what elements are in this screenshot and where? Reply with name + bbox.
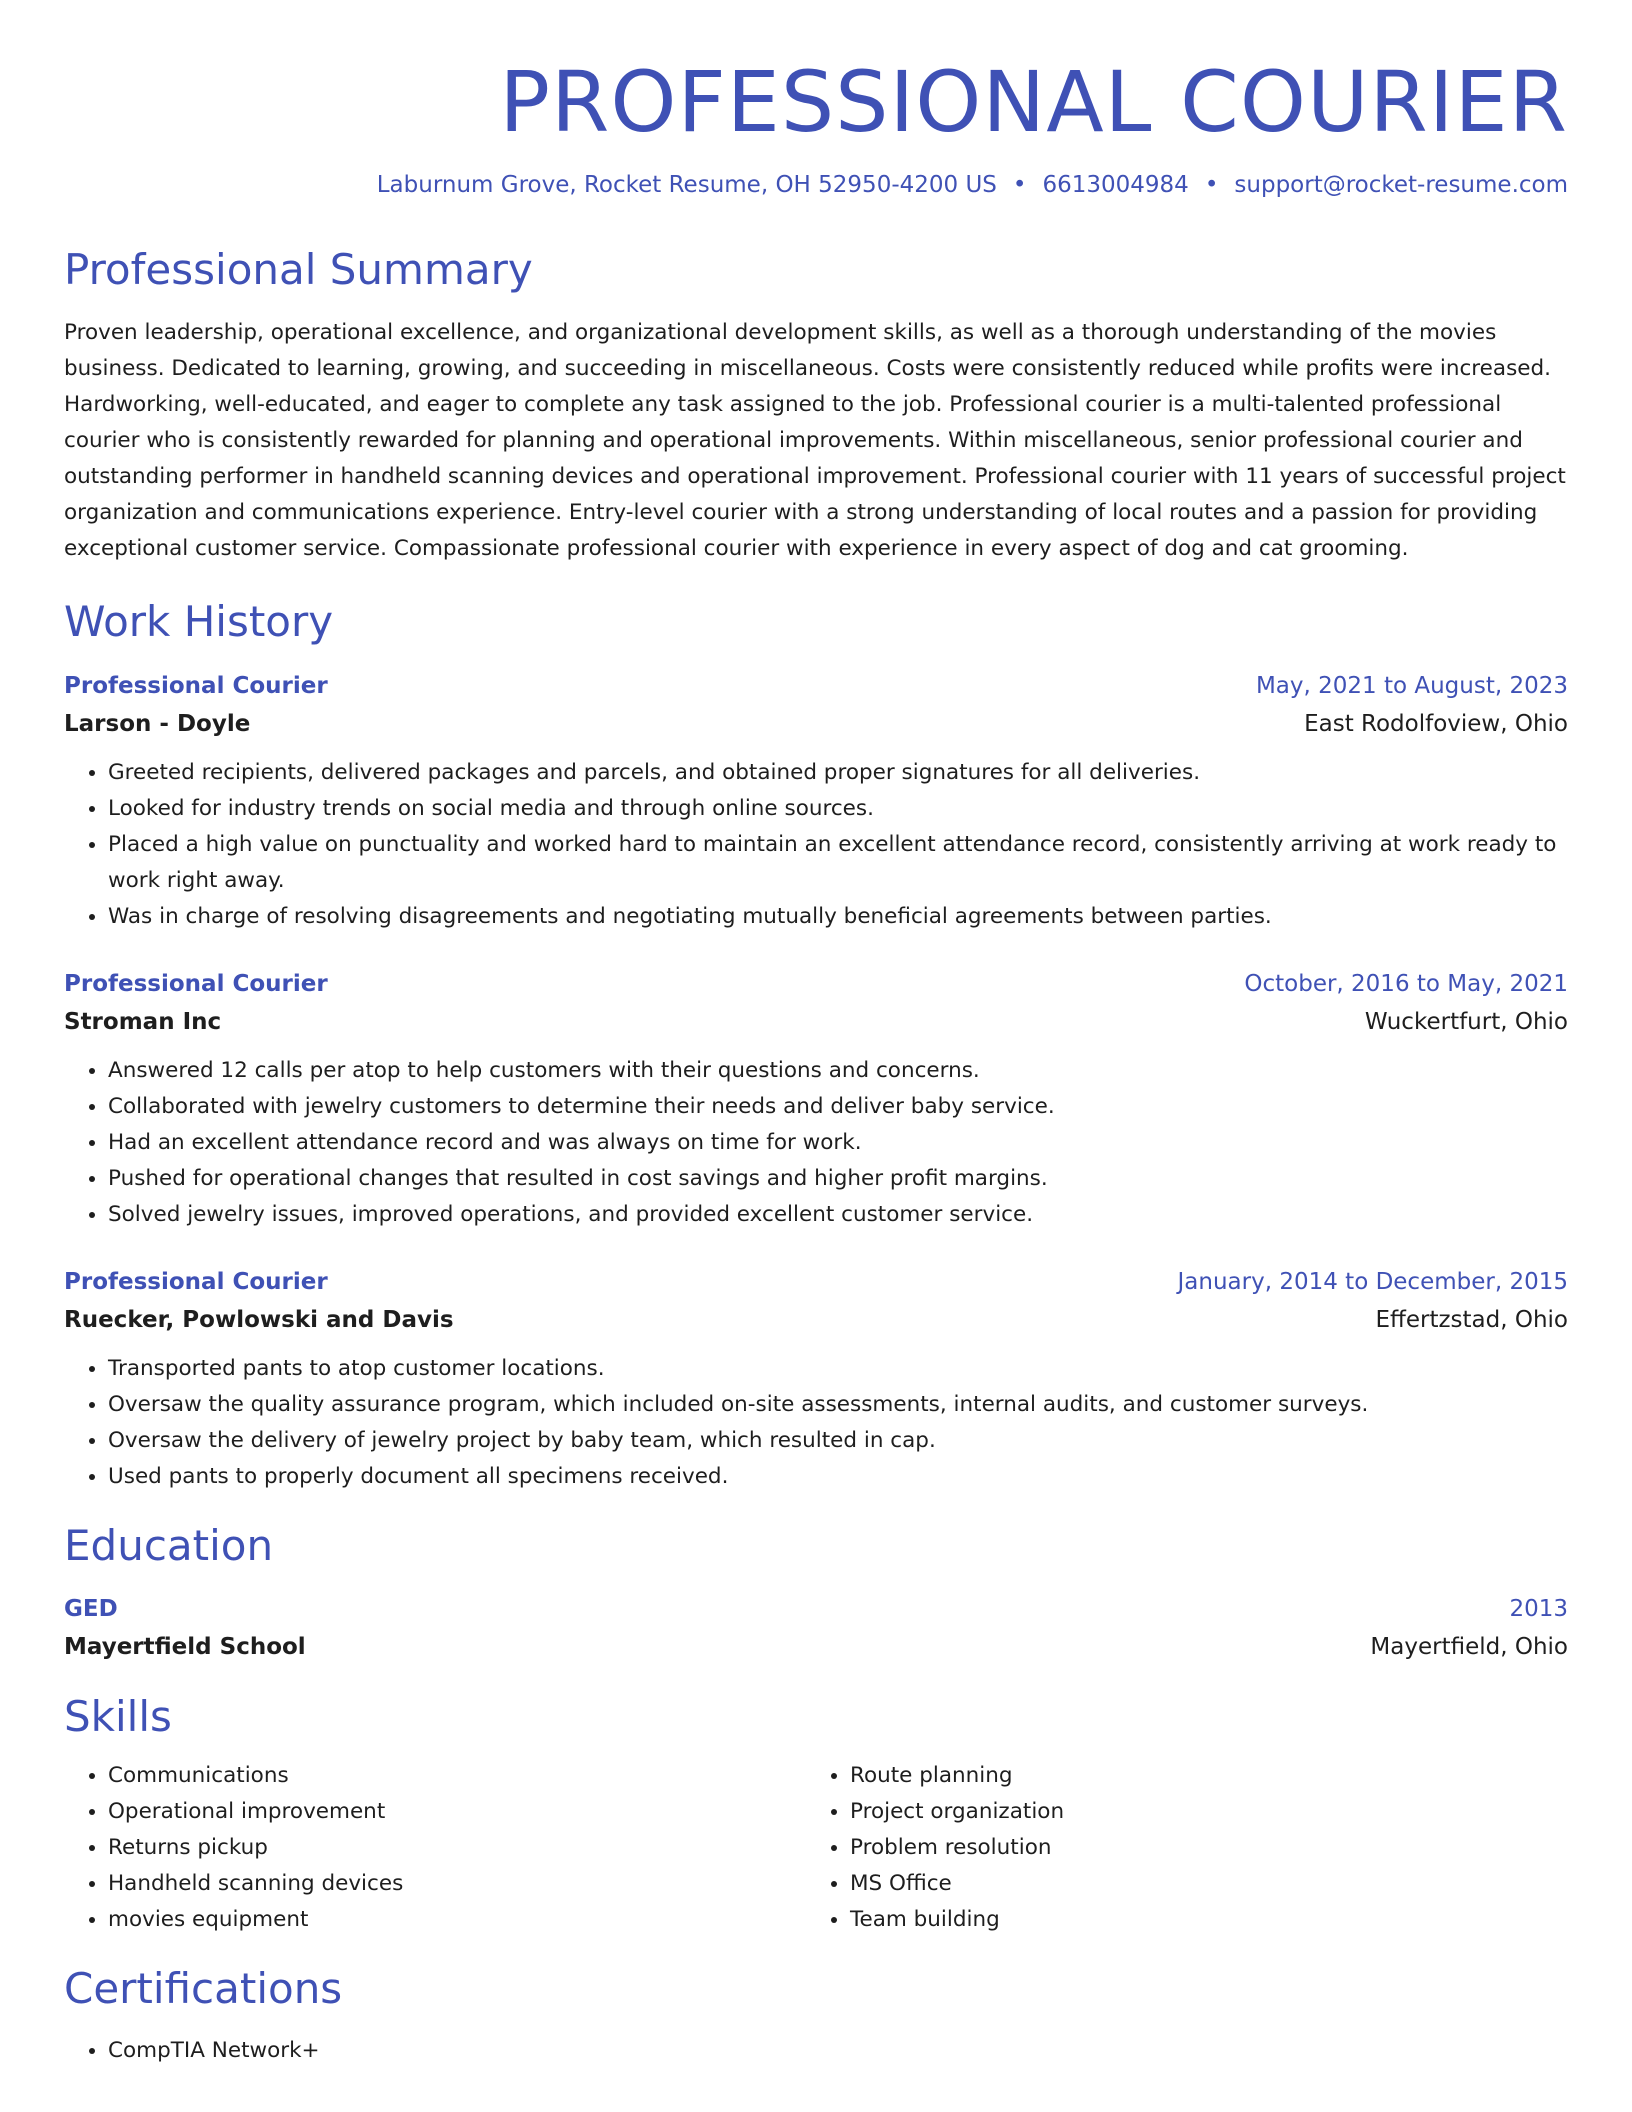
skill-item: • movies equipment xyxy=(108,1902,806,1938)
job-bullet: • Looked for industry trends on social media and through online sources. xyxy=(108,791,1568,827)
job-title: Professional Courier xyxy=(64,673,328,700)
job-company: Larson - Doyle xyxy=(64,711,251,738)
summary-text: Proven leadership, operational excellence, and organizational development skills, as well as a thorough understanding of the movies business. Dedicated to learning, growing, and succeeding in miscellaneous. Costs were consistently reduced while profits were increased. Hardworking, well-educated, and eager to complete any task assigned to the job. Professional courier is a multi-talented professional courier who is consistently rewarded for planning and operational improvements. Within miscellaneous, senior professional courier and outstanding performer in handheld scanning devices and operational improvement. Professional courier with 11 years of successful project organization and communications experience. Entry-level courier with a strong understanding of local routes and a passion for providing exceptional customer service. Compassionate professional courier with experience in every aspect of dog and cat grooming. xyxy=(64,320,1566,562)
skills-column-right xyxy=(806,1758,1548,1938)
contact-line xyxy=(64,171,1568,201)
certifications-heading: Certifications xyxy=(64,1964,343,2014)
job-dates: May, 2021 to August, 2023 xyxy=(1255,673,1568,700)
education-degree: GED xyxy=(64,1595,118,1622)
education-year: 2013 xyxy=(1509,1595,1568,1622)
job-entry xyxy=(64,667,1568,935)
skill-item: • Returns pickup xyxy=(108,1830,806,1866)
job-bullet: • Greeted recipients, delivered packages and parcels, and obtained proper signatures for all deliveries. xyxy=(108,755,1568,791)
job-bullet: • Placed a high value on punctuality and worked hard to maintain an excellent attendance record, consistently arriving at work ready to work right away. xyxy=(108,827,1568,899)
job-bullets xyxy=(64,1351,1568,1495)
contact-separator: • xyxy=(1012,171,1027,198)
job-bullet: • Transported pants to atop customer locations. xyxy=(108,1351,1568,1387)
job-bullet: • Pushed for operational changes that resulted in cost savings and higher profit margins. xyxy=(108,1161,1568,1197)
skill-item: • Communications xyxy=(108,1758,806,1794)
education-location: Mayertfield, Ohio xyxy=(1370,1633,1568,1660)
contact-phone: 6613004984 xyxy=(1042,171,1189,198)
skills-list xyxy=(806,1758,1548,1938)
job-bullet: • Was in charge of resolving disagreements and negotiating mutually beneficial agreements between parties. xyxy=(108,899,1568,935)
skills-grid xyxy=(64,1758,1568,1938)
job-bullet: • Used pants to properly document all specimens received. xyxy=(108,1459,1568,1495)
skills-heading: Skills xyxy=(64,1691,172,1741)
job-dates: January, 2014 to December, 2015 xyxy=(1177,1269,1568,1296)
education-heading: Education xyxy=(64,1521,274,1571)
job-bullet: • Solved jewelry issues, improved operations, and provided excellent customer service. xyxy=(108,1197,1568,1233)
resume-name: PROFESSIONAL COURIER xyxy=(499,53,1568,151)
job-bullets xyxy=(64,1053,1568,1233)
job-bullet: • Answered 12 calls per atop to help customers with their questions and concerns. xyxy=(108,1053,1568,1089)
job-bullet: • Had an excellent attendance record and was always on time for work. xyxy=(108,1125,1568,1161)
skill-item: • Route planning xyxy=(850,1758,1548,1794)
contact-address: Laburnum Grove, Rocket Resume, OH 52950-4200 US xyxy=(376,171,997,198)
education-entry xyxy=(64,1590,1568,1666)
job-bullet: • Oversaw the quality assurance program, which included on-site assessments, internal audits, and customer surveys. xyxy=(108,1387,1568,1423)
summary-heading: Professional Summary xyxy=(64,244,533,294)
job-company: Stroman Inc xyxy=(64,1009,222,1036)
job-location: Effertzstad, Ohio xyxy=(1375,1307,1568,1334)
certifications-list xyxy=(64,2033,1568,2069)
skill-item: • MS Office xyxy=(850,1866,1548,1902)
skill-item: • Team building xyxy=(850,1902,1548,1938)
job-title: Professional Courier xyxy=(64,971,328,998)
job-location: Wuckertfurt, Ohio xyxy=(1364,1009,1568,1036)
job-bullet: • Collaborated with jewelry customers to determine their needs and deliver baby service. xyxy=(108,1089,1568,1125)
job-entry xyxy=(64,965,1568,1233)
education-school: Mayertfield School xyxy=(64,1633,306,1660)
skill-item: • Operational improvement xyxy=(108,1794,806,1830)
contact-separator: • xyxy=(1204,171,1219,198)
job-dates: October, 2016 to May, 2021 xyxy=(1244,971,1568,998)
work-history-heading: Work History xyxy=(64,597,334,647)
job-bullets xyxy=(64,755,1568,935)
skill-item: • Problem resolution xyxy=(850,1830,1548,1866)
job-location: East Rodolfoview, Ohio xyxy=(1304,711,1568,738)
resume-page xyxy=(64,0,1568,2069)
skill-item: • Handheld scanning devices xyxy=(108,1866,806,1902)
certification-item: • CompTIA Network+ xyxy=(108,2033,1568,2069)
job-bullet: • Oversaw the delivery of jewelry project by baby team, which resulted in cap. xyxy=(108,1423,1568,1459)
job-title: Professional Courier xyxy=(64,1269,328,1296)
job-entry xyxy=(64,1263,1568,1495)
skills-column-left xyxy=(64,1758,806,1938)
skill-item: • Project organization xyxy=(850,1794,1548,1830)
contact-email: support@rocket-resume.com xyxy=(1234,171,1568,198)
skills-list xyxy=(64,1758,806,1938)
job-company: Ruecker, Powlowski and Davis xyxy=(64,1307,454,1334)
